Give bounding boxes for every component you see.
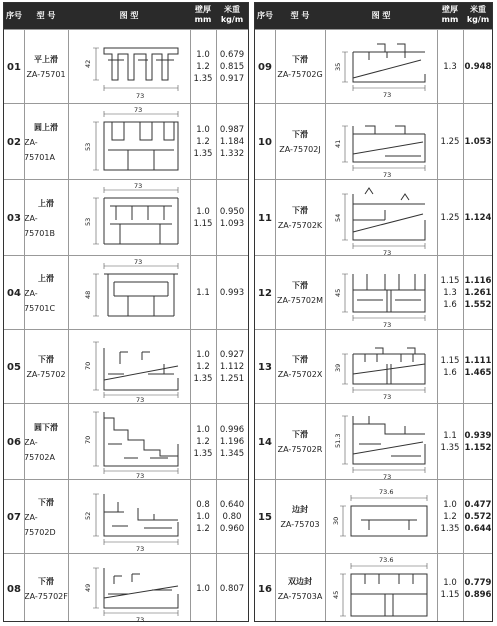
column-divider xyxy=(216,29,217,621)
column-divider xyxy=(275,29,276,621)
column-divider xyxy=(68,29,69,621)
thickness-value: 1.6 xyxy=(443,368,457,378)
thickness-values xyxy=(437,30,463,104)
header-model: 型 号 xyxy=(36,11,56,20)
profile-drawing xyxy=(325,256,437,330)
dim-width: 73.6 xyxy=(379,488,394,496)
thickness-value: 1.1 xyxy=(443,431,457,441)
weight-value: 0.779 xyxy=(464,578,492,588)
profile-drawing xyxy=(68,104,190,180)
dim-width: 73 xyxy=(134,258,143,266)
weight-value: 0.640 xyxy=(219,500,245,510)
thickness-value: 1.35 xyxy=(440,443,460,453)
header-weight: 米重 kg/m xyxy=(220,5,244,24)
dim-height: 41 xyxy=(334,139,342,148)
dim-height: 45 xyxy=(334,288,342,297)
column-divider xyxy=(190,29,191,621)
weight-value: 1.152 xyxy=(464,443,492,453)
dim-width: 73 xyxy=(383,393,392,401)
dim-width: 73 xyxy=(136,472,145,480)
weight-value: 0.987 xyxy=(219,125,245,135)
weight-value: 0.948 xyxy=(464,62,492,72)
table-row xyxy=(255,553,492,624)
dim-height: 52 xyxy=(84,511,92,520)
weight-values xyxy=(463,180,493,256)
dim-width: 73 xyxy=(383,91,392,99)
model-code: ZA-75702J xyxy=(279,145,321,154)
weight-values xyxy=(216,256,248,330)
dim-width: 73 xyxy=(136,396,145,404)
weight-values xyxy=(216,104,248,180)
profile-drawing xyxy=(68,404,190,480)
thickness-value: 1.3 xyxy=(443,62,457,72)
table-row xyxy=(255,179,492,256)
column-divider xyxy=(325,29,326,621)
model-code: ZA-75701A xyxy=(24,137,55,162)
column-divider xyxy=(24,29,25,621)
model-name: 下滑 xyxy=(292,430,308,439)
row-number: 01 xyxy=(7,61,21,73)
table-row xyxy=(4,179,248,256)
thickness-value: 1.0 xyxy=(196,425,210,435)
header-thickness: 壁厚 mm xyxy=(441,5,459,24)
weight-value: 1.112 xyxy=(219,362,245,372)
dim-width: 73 xyxy=(134,106,143,114)
weight-values xyxy=(463,104,493,180)
model-cell xyxy=(275,404,325,480)
row-number: 12 xyxy=(258,287,272,299)
table-row xyxy=(255,103,492,180)
table-row xyxy=(255,403,492,480)
model-code: ZA-75702G xyxy=(277,70,323,79)
table-row xyxy=(4,553,248,624)
model-name: 双边封 xyxy=(288,577,312,586)
thickness-value: 1.0 xyxy=(196,350,210,360)
row-number: 15 xyxy=(258,511,272,523)
model-cell xyxy=(275,330,325,404)
row-number: 11 xyxy=(258,212,272,224)
column-divider xyxy=(463,29,464,621)
profile-drawing xyxy=(325,404,437,480)
dim-width: 73 xyxy=(383,249,392,256)
dim-width: 73 xyxy=(136,545,145,553)
model-code: ZA-75703A xyxy=(277,592,323,601)
weight-value: 0.80 xyxy=(222,512,242,522)
table-row xyxy=(255,29,492,104)
profile-drawing xyxy=(325,554,437,624)
dim-width: 73 xyxy=(134,182,143,190)
model-cell xyxy=(24,404,68,480)
thickness-value: 1.0 xyxy=(443,578,457,588)
thickness-value: 1.0 xyxy=(443,500,457,510)
weight-value: 1.251 xyxy=(219,374,245,384)
dim-width: 73 xyxy=(136,92,145,100)
column-divider xyxy=(437,29,438,621)
profile-drawing xyxy=(68,480,190,554)
weight-value: 0.996 xyxy=(219,425,245,435)
thickness-value: 1.0 xyxy=(196,207,210,217)
model-cell xyxy=(24,180,68,256)
table-row xyxy=(4,403,248,480)
dim-height: 70 xyxy=(84,361,92,370)
dim-height: 51.3 xyxy=(334,433,342,448)
header-weight: 米重 kg/m xyxy=(466,5,490,24)
model-name: 圆下滑 xyxy=(34,422,58,432)
thickness-value: 1.35 xyxy=(193,74,213,84)
thickness-value: 1.15 xyxy=(440,590,460,600)
weight-value: 0.807 xyxy=(219,584,245,594)
row-number: 02 xyxy=(7,136,21,148)
weight-value: 0.917 xyxy=(219,74,245,84)
row-number: 16 xyxy=(258,583,272,595)
model-cell xyxy=(275,256,325,330)
model-cell xyxy=(275,104,325,180)
row-number: 06 xyxy=(7,436,21,448)
model-cell xyxy=(24,30,68,104)
model-code: ZA-75702F xyxy=(24,592,68,601)
profile-drawing xyxy=(68,30,190,104)
weight-value: 1.552 xyxy=(464,300,492,310)
weight-values xyxy=(216,30,248,104)
profile-drawing xyxy=(325,180,437,256)
table-row xyxy=(4,329,248,404)
model-cell xyxy=(275,554,325,624)
model-code: ZA-75702D xyxy=(24,512,56,537)
table-header xyxy=(255,3,492,29)
weight-values xyxy=(216,404,248,480)
profile-drawing xyxy=(325,30,437,104)
thickness-values xyxy=(437,404,463,480)
table-row xyxy=(255,479,492,554)
right-table xyxy=(254,2,493,622)
thickness-value: 0.8 xyxy=(196,500,210,510)
row-number: 07 xyxy=(7,511,21,523)
model-name: 上滑 xyxy=(38,198,54,208)
thickness-value: 1.35 xyxy=(193,149,213,159)
weight-value: 1.345 xyxy=(219,449,245,459)
thickness-values xyxy=(190,330,216,404)
model-name: 下滑 xyxy=(292,281,308,290)
model-cell xyxy=(275,180,325,256)
dim-height: 30 xyxy=(332,516,340,525)
dim-height: 48 xyxy=(84,290,92,299)
thickness-values xyxy=(190,256,216,330)
thickness-value: 1.1 xyxy=(196,288,210,298)
model-name: 下滑 xyxy=(292,206,308,215)
weight-values xyxy=(216,180,248,256)
thickness-value: 1.2 xyxy=(196,137,210,147)
weight-value: 1.261 xyxy=(464,288,492,298)
dim-height: 42 xyxy=(84,59,92,68)
dim-height: 70 xyxy=(84,435,92,444)
profile-catalog-sheet xyxy=(3,2,493,622)
model-cell xyxy=(275,480,325,554)
table-row xyxy=(255,255,492,330)
dim-height: 49 xyxy=(84,583,92,592)
table-header xyxy=(4,3,248,29)
dim-height: 53 xyxy=(84,217,92,226)
thickness-value: 1.0 xyxy=(196,50,210,60)
thickness-value: 1.2 xyxy=(443,512,457,522)
thickness-values xyxy=(190,104,216,180)
thickness-value: 1.2 xyxy=(196,62,210,72)
weight-value: 1.116 xyxy=(464,276,492,286)
profile-drawing xyxy=(325,104,437,180)
thickness-values xyxy=(437,180,463,256)
weight-value: 1.465 xyxy=(464,368,492,378)
weight-values xyxy=(463,480,493,554)
profile-drawing xyxy=(68,330,190,404)
header-figure: 图 型 xyxy=(371,11,391,20)
thickness-value: 1.2 xyxy=(196,437,210,447)
table-row xyxy=(4,479,248,554)
thickness-value: 1.6 xyxy=(443,300,457,310)
model-code: ZA-75701 xyxy=(26,70,66,79)
thickness-value: 1.3 xyxy=(443,288,457,298)
dim-width: 73 xyxy=(136,616,145,624)
model-code: ZA-75701B xyxy=(24,213,55,238)
row-number: 08 xyxy=(7,583,21,595)
dim-height: 35 xyxy=(334,62,342,71)
profile-drawing xyxy=(68,554,190,624)
row-number: 13 xyxy=(258,361,272,373)
row-number: 10 xyxy=(258,136,272,148)
table-row xyxy=(4,255,248,330)
thickness-value: 1.25 xyxy=(440,137,460,147)
thickness-values xyxy=(437,330,463,404)
weight-value: 1.111 xyxy=(464,356,492,366)
table-row xyxy=(255,329,492,404)
dim-height: 54 xyxy=(334,213,342,222)
weight-value: 0.927 xyxy=(219,350,245,360)
weight-values xyxy=(463,404,493,480)
dim-width: 73.6 xyxy=(379,556,394,564)
weight-value: 1.053 xyxy=(464,137,492,147)
thickness-values xyxy=(190,180,216,256)
model-code: ZA-75701C xyxy=(24,288,56,313)
row-number: 09 xyxy=(258,61,272,73)
weight-values xyxy=(463,554,493,624)
thickness-values xyxy=(437,480,463,554)
weight-value: 1.184 xyxy=(219,137,245,147)
weight-values xyxy=(216,554,248,624)
thickness-value: 1.35 xyxy=(193,449,213,459)
profile-drawing xyxy=(325,330,437,404)
model-cell xyxy=(24,480,68,554)
weight-values xyxy=(463,256,493,330)
model-name: 下滑 xyxy=(292,55,308,64)
dim-width: 73 xyxy=(383,473,392,480)
thickness-values xyxy=(190,404,216,480)
weight-value: 0.477 xyxy=(464,500,492,510)
thickness-value: 1.2 xyxy=(196,362,210,372)
header-model: 型 号 xyxy=(290,11,310,20)
weight-value: 0.939 xyxy=(464,431,492,441)
weight-values xyxy=(216,480,248,554)
weight-value: 0.960 xyxy=(219,524,245,534)
thickness-value: 1.0 xyxy=(196,512,210,522)
weight-values xyxy=(216,330,248,404)
weight-value: 0.679 xyxy=(219,50,245,60)
row-number: 03 xyxy=(7,212,21,224)
header-no: 序号 xyxy=(6,11,22,20)
weight-value: 0.815 xyxy=(219,62,245,72)
model-code: ZA-75702K xyxy=(277,221,323,230)
model-name: 下滑 xyxy=(38,577,54,586)
weight-value: 0.644 xyxy=(464,524,492,534)
row-number: 05 xyxy=(7,361,21,373)
weight-values xyxy=(463,330,493,404)
thickness-value: 1.0 xyxy=(196,125,210,135)
thickness-value: 1.35 xyxy=(193,374,213,384)
profile-drawing xyxy=(325,480,437,554)
weight-value: 0.896 xyxy=(464,590,492,600)
profile-drawing xyxy=(68,256,190,330)
model-name: 上滑 xyxy=(38,273,54,283)
thickness-value: 1.0 xyxy=(196,584,210,594)
weight-value: 0.572 xyxy=(464,512,492,522)
model-name: 平上滑 xyxy=(34,55,58,64)
model-name: 下滑 xyxy=(38,497,54,507)
row-number: 14 xyxy=(258,436,272,448)
dim-height: 45 xyxy=(332,590,340,599)
dim-width: 73 xyxy=(383,171,392,179)
dim-height: 39 xyxy=(334,363,342,372)
thickness-value: 1.15 xyxy=(193,219,213,229)
dim-height: 53 xyxy=(84,142,92,151)
model-name: 下滑 xyxy=(38,355,54,364)
model-cell xyxy=(24,104,68,180)
header-thickness: 壁厚 mm xyxy=(194,5,212,24)
table-row xyxy=(4,103,248,180)
thickness-values xyxy=(437,104,463,180)
header-no: 序号 xyxy=(257,11,273,20)
dim-width: 73 xyxy=(383,321,392,329)
thickness-values xyxy=(190,480,216,554)
weight-values xyxy=(463,30,493,104)
thickness-value: 1.25 xyxy=(440,213,460,223)
model-code: ZA-75702A xyxy=(24,437,55,462)
thickness-values xyxy=(190,30,216,104)
model-code: ZA-75703 xyxy=(280,520,320,529)
thickness-value: 1.15 xyxy=(440,276,460,286)
model-code: ZA-75702X xyxy=(277,370,323,379)
profile-drawing xyxy=(68,180,190,256)
thickness-value: 1.2 xyxy=(196,524,210,534)
thickness-value: 1.15 xyxy=(440,356,460,366)
model-cell xyxy=(24,256,68,330)
model-cell xyxy=(24,330,68,404)
thickness-values xyxy=(190,554,216,624)
model-name: 边封 xyxy=(292,505,308,514)
model-code: ZA-75702R xyxy=(277,445,323,454)
header-figure: 图 型 xyxy=(119,11,139,20)
weight-value: 0.950 xyxy=(219,207,245,217)
thickness-values xyxy=(437,256,463,330)
weight-value: 1.332 xyxy=(219,149,245,159)
thickness-values xyxy=(437,554,463,624)
weight-value: 0.993 xyxy=(219,288,245,298)
model-code: ZA-75702 xyxy=(26,370,66,379)
weight-value: 1.124 xyxy=(464,213,492,223)
row-number: 04 xyxy=(7,287,21,299)
model-cell xyxy=(275,30,325,104)
thickness-value: 1.35 xyxy=(440,524,460,534)
model-code: ZA-75702M xyxy=(276,296,323,305)
weight-value: 1.196 xyxy=(219,437,245,447)
model-cell xyxy=(24,554,68,624)
model-name: 下滑 xyxy=(292,355,308,364)
table-row xyxy=(4,29,248,104)
weight-value: 1.093 xyxy=(219,219,245,229)
model-name: 圆上滑 xyxy=(34,122,58,132)
left-table xyxy=(3,2,249,622)
model-name: 下滑 xyxy=(292,130,308,139)
